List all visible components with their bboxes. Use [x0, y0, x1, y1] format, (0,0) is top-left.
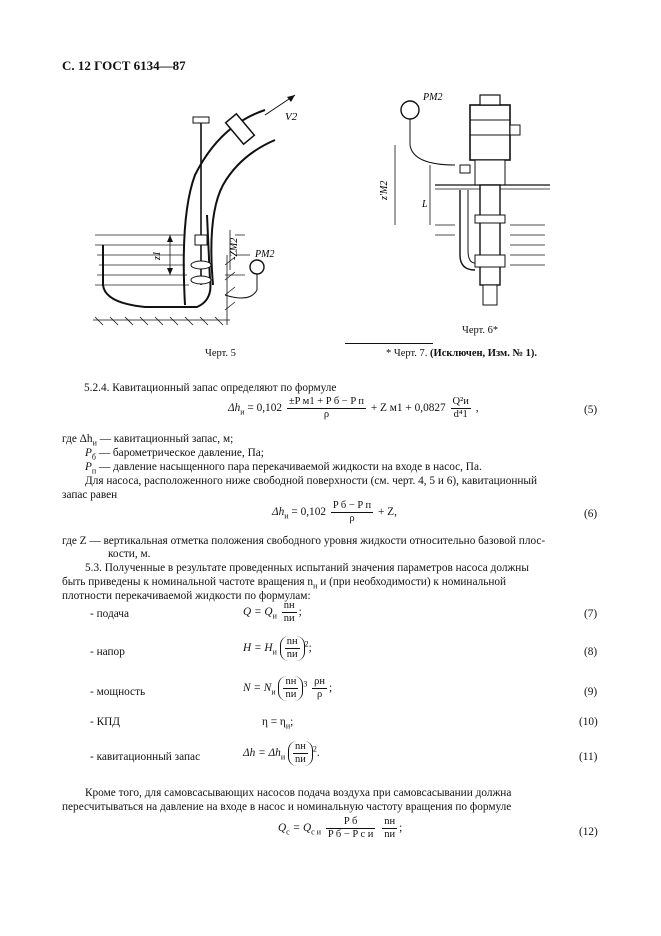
item-label-power: - мощность	[90, 686, 146, 698]
eq-number-9: (9)	[584, 686, 598, 698]
figure-5-drawing	[85, 85, 335, 340]
closing-line2: пересчитываться на давление на входе в насос и номинальную частоту вращения по формуле	[62, 801, 512, 813]
para-below-line2: запас равен	[62, 489, 118, 501]
footnote-rule	[345, 343, 433, 344]
eq-number-8: (8)	[584, 646, 598, 658]
label-zm2-left: -ZM2	[229, 237, 240, 260]
eq-number-6: (6)	[584, 508, 598, 520]
section-53-line2: быть приведены к номинальной частоте вращения $n_н$ и (при необходимости) к номинальной	[62, 576, 507, 591]
formula-5: $\Delta h_и = 0,102$ $\frac{\text{±P м1 + P б − P п}}{\rho}$ + Z м1 + 0,0827 $\frac{\text{Q²и}}{\text{d⁴1}}$ ,	[228, 396, 479, 420]
where-pp: $P_п$ — давление насыщенного пара перекачиваемой жидкости на входе в насос, Па.	[85, 461, 482, 476]
where-pb: $P_б$ — барометрическое давление, Па;	[85, 447, 264, 462]
formula-9: $N = N_и$ $\frac{nн}{nи}$ $^3$ $\frac{\rho н}{\rho}$ ;	[243, 676, 333, 700]
fig6-caption: Черт. 6*	[462, 325, 499, 336]
eq-number-10: (10)	[579, 716, 598, 728]
label-zm2-right: z'M2	[379, 180, 390, 200]
section-53-line3: плотности перекачиваемой жидкости по формулам:	[62, 590, 311, 602]
eq-number-11: (11)	[579, 751, 598, 763]
label-pm2-right: PM2	[423, 92, 443, 103]
item-label-flow: - подача	[90, 608, 129, 620]
para-below-line1: Для насоса, расположенного ниже свободной поверхности (см. черт. 4, 5 и 6), кавитационный	[85, 475, 538, 487]
eq-number-5: (5)	[584, 404, 598, 416]
section-524-intro: 5.2.4. Кавитационный запас определяют по формуле	[84, 382, 337, 394]
label-L: L	[422, 199, 428, 210]
label-pm2-left: PM2	[255, 249, 275, 260]
label-v2: V2	[285, 111, 298, 123]
label-z1: z1	[152, 251, 163, 260]
closing-line1: Кроме того, для самовсасывающих насосов подача воздуха при самовсасывании должна	[85, 787, 512, 799]
item-label-head: - напор	[90, 646, 125, 658]
formula-7: $Q = Q_и$ $\frac{nн}{nи}$ ;	[243, 600, 302, 624]
eq-number-7: (7)	[584, 608, 598, 620]
formula-12: $Q_с = Q_{с и}$ $\frac{\text{P б}}{\text{P б − P с и}}$ $\frac{nн}{nи}$ ;	[278, 816, 403, 840]
figure-6-drawing	[375, 85, 575, 325]
fig5-caption: Черт. 5	[205, 348, 236, 359]
formula-11: $\Delta h = \Delta h_и$ $\frac{nн}{nи}$ $^2$.	[243, 741, 320, 765]
item-label-cavitation: - кавитационный запас	[90, 751, 201, 763]
formula-6: $\Delta h_и = 0,102$ $\frac{\text{P б − P п}}{\rho}$ + Z,	[272, 500, 397, 524]
where-z-line1: где Z — вертикальная отметка положения свободного уровня жидкости относительно базовой плос-	[62, 535, 546, 547]
where-z-line2: кости, м.	[108, 548, 151, 560]
eq-number-12: (12)	[579, 826, 598, 838]
item-label-efficiency: - КПД	[90, 716, 120, 728]
formula-10: $\eta = \eta_и$;	[262, 716, 294, 731]
formula-8: $H = H_и$ $\frac{nн}{nи}$ $^2$;	[243, 636, 312, 660]
fig7-footnote: * Черт. 7. (Исключен, Изм. № 1).	[386, 348, 537, 359]
page-header: С. 12 ГОСТ 6134—87	[62, 58, 186, 73]
section-53-line1: 5.3. Полученные в результате проведенных испытаний значения параметров насоса должны	[85, 562, 529, 574]
where-delta-h: где $\Delta h_и$ — кавитационный запас, м;	[62, 433, 234, 448]
